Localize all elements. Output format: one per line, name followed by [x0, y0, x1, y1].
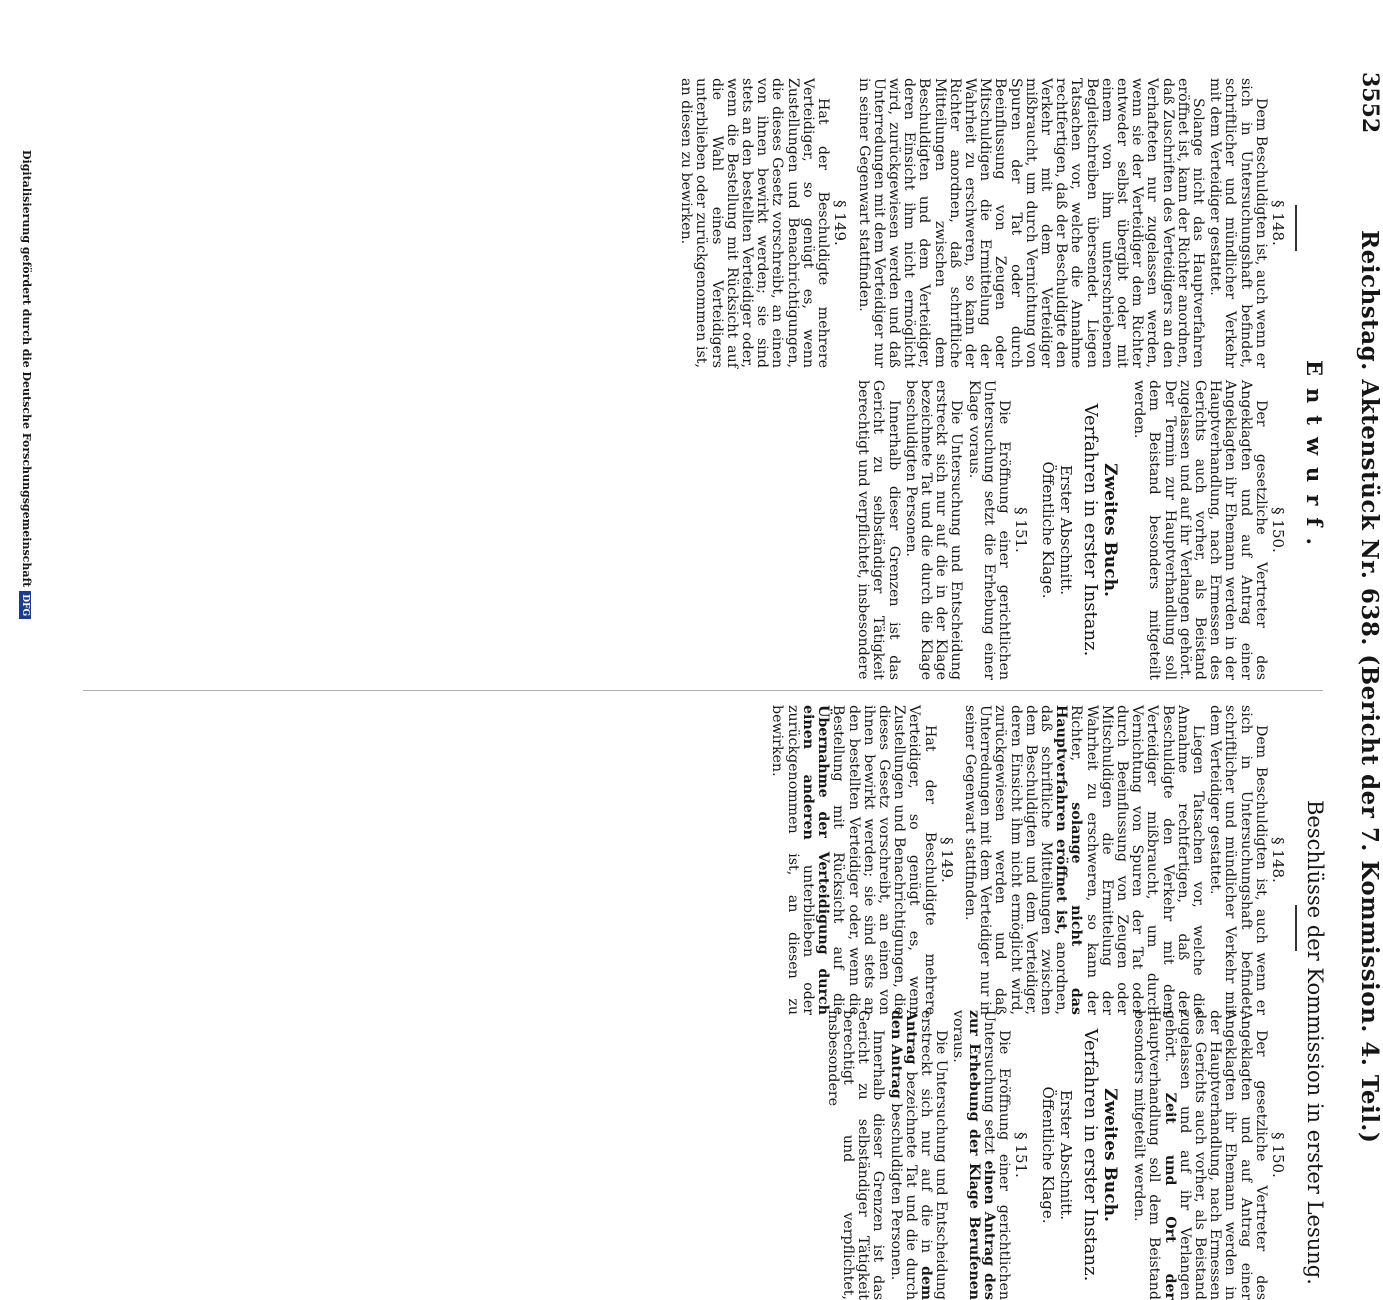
- emphasis: den Antrag: [887, 1010, 904, 1099]
- page-title: Reichstag. Aktenstück Nr. 638. (Bericht der 7. Kommission. 4. Teil.): [1356, 230, 1383, 1144]
- column-divider: [83, 690, 1323, 691]
- entwurf-column-2: [853, 380, 1293, 680]
- section-title: § 149.: [937, 837, 956, 883]
- beschluesse-column-2: [823, 1010, 1293, 1300]
- paragraph: Dem Beschuldigten ist, auch wenn er sich in Untersuchungshaft befindet, schriftlicher und mündlicher Verkehr mit dem Verteidiger gestattet.: [1207, 78, 1269, 368]
- paragraph: Dem Beschuldigten ist, auch wenn er sich in Untersuchungshaft befindet, schriftlicher und mündlicher Verkehr mit dem Verteidiger gestattet.: [1207, 705, 1269, 1015]
- section-title: § 149.: [831, 200, 850, 246]
- section-subheading: Öffentliche Klage.: [1039, 461, 1058, 599]
- entwurf-column-1: [676, 78, 1293, 368]
- section-title: § 151.: [1012, 1132, 1031, 1178]
- section-subheading: Öffentliche Klage.: [1039, 1086, 1058, 1224]
- digitization-footer: [19, 150, 33, 619]
- divider: [1295, 205, 1297, 251]
- paragraph: Der gesetzliche Vertreter des Angeklagten und auf Antrag einer Angeklagten ihr Ehemann werden in der Hauptverhandlung, nach Ermessen des Gerichts auch vorher, als Beistand zugelassen und auf ihr Verlangen gehört. Der Termin zur Hauptverhandlung soll dem Beistand besonders mitgeteilt werden.: [1131, 380, 1269, 680]
- section-heading: Erster Abschnitt.: [1056, 1089, 1075, 1221]
- column-heading-entwurf: Entwurf.: [1302, 360, 1327, 557]
- book-heading: Zweites Buch.: [1099, 463, 1120, 597]
- footer-text: Digitalisierung gefördert durch die Deutsche Forschungsgemeinschaft: [20, 150, 33, 588]
- beschluesse-column-1: [767, 705, 1293, 1015]
- paragraph: Hat der Beschuldigte mehrere Verteidiger, so genügt es, wenn Zustellungen und Benachrichtigungen, die dieses Gesetz vorschreibt, an einen von ihnen bewirkt werden; sie sind stets an den bestellten Verteidiger oder, wenn die Bestellung mit Rücksicht auf die Wahl eines Verteidigers unterblieben oder zurückgenommen ist, an diesen zu bewirken.: [678, 78, 832, 368]
- section-title: § 151.: [1012, 507, 1031, 553]
- book-subheading: Verfahren in erster Instanz.: [1079, 403, 1101, 657]
- emphasis: Zeit und Ort der: [1161, 1092, 1178, 1300]
- paragraph: Die Untersuchung und Entscheidung erstreckt sich nur auf die in der Klage bezeichnete Tat und die durch die Klage beschuldigten Personen.: [902, 380, 965, 680]
- section-heading: Erster Abschnitt.: [1056, 464, 1075, 596]
- emphasis: Übernahme der Verteidigung durch einen anderen: [799, 705, 832, 1015]
- emphasis: dem Antrag: [902, 1010, 934, 1300]
- paragraph: Der gesetzliche Vertreter des Angeklagten und auf Antrag einer Angeklagten ihr Ehemann werden in der Hauptverhandlung, nach Ermessen des Gerichts auch vorher, als Beistand zugelassen und auf ihr Verlangen gehört. Zeit und Ort der Hauptverhandlung soll dem Beistand besonders mitgeteilt werden.: [1131, 1010, 1269, 1300]
- dfg-logo: DFG: [19, 591, 31, 619]
- book-heading: Zweites Buch.: [1099, 1088, 1120, 1222]
- paragraph: Innerhalb dieser Grenzen ist das Gericht zu selbständiger Tätigkeit berechtigt und verpflichtet, insbesondere: [855, 380, 902, 680]
- paragraph: Liegen Tatsachen vor, welche die Annahme rechtfertigen, daß der Beschuldigte den Verkehr mit dem Verteidiger mißbraucht, um durch Vernichtung von Spuren der Tat oder durch Beeinflussung von Zeugen oder Mitschuldigen die Ermittelung der Wahrheit zu erschweren, so kann der Richter, solange nicht das Hauptverfahren eröffnet ist, anordnen, daß schriftliche Mitteilungen zwischen dem Beschuldigten und dem Verteidiger, deren Einsicht ihm nicht ermöglicht wird, zurückgewiesen werden und daß Unterredungen mit dem Verteidiger nur in seiner Gegenwart stattfinden.: [961, 705, 1206, 1016]
- section-title: § 150.: [1269, 1132, 1287, 1178]
- emphasis: solange nicht das Hauptverfahren eröffnet ist,: [1053, 705, 1085, 1015]
- paragraph: Solange nicht das Hauptverfahren eröffnet ist, kann der Richter anordnen, daß Zuschriften des Verteidigers an den Verhafteten nur zugelassen werden, wenn sie der Verteidiger dem Richter entweder selbst übergibt oder mit einem von ihm unterschriebenen Begleitschreiben übersendet. Liegen Tatsachen vor, welche die Annahme rechtfertigen, daß der Beschuldigte den Verkehr mit dem Verteidiger mißbraucht, um durch Vernichtung von Spuren der Tat oder durch Beeinflussung von Zeugen oder Mitschuldigen die Ermittelung der Wahrheit zu erschweren, so kann der Richter anordnen, daß schriftliche Mitteilungen zwischen dem Beschuldigten und dem Verteidiger, deren Einsicht ihm nicht ermöglicht wird, zurückgewiesen werden und daß Unterredungen mit dem Verteidiger nur in seiner Gegenwart stattfinden.: [855, 78, 1206, 368]
- page-number: 3552: [1357, 72, 1383, 134]
- book-subheading: Verfahren in erster Instanz.: [1079, 1028, 1101, 1282]
- column-heading-beschluesse: Beschlüsse der Kommission in erster Lesung.: [1303, 800, 1327, 1285]
- paragraph: Innerhalb dieser Grenzen ist das Gericht zu selbständiger Tätigkeit berechtigt und verpflichtet, insbesondere: [824, 1010, 887, 1300]
- paragraph: Die Eröffnung einer gerichtlichen Untersuchung setzt die Erhebung einer Klage voraus.: [965, 380, 1012, 680]
- section-title: § 150.: [1269, 507, 1287, 553]
- section-title: § 148.: [1269, 837, 1287, 883]
- divider: [1295, 905, 1297, 951]
- paragraph: Hat der Beschuldigte mehrere Verteidiger, so genügt es, wenn Zustellungen und Benachrichtigungen, die dieses Gesetz vorschreibt, an einen von ihnen bewirkt werden; sie sind stets an den bestellten Verteidiger oder, wenn die Bestellung mit Rücksicht auf die Übernahme der Verteidigung durch einen anderen unterblieben oder zurückgenommen ist, an diesen zu bewirken.: [769, 705, 938, 1015]
- page-header: [1323, 0, 1383, 1144]
- paragraph: Die Untersuchung und Entscheidung erstreckt sich nur auf die in dem Antrag bezeichnete Tat und die durch den Antrag beschuldigten Personen.: [887, 1010, 950, 1300]
- paragraph: Die Eröffnung einer gerichtlichen Untersuchung setzt einen Antrag des zur Erhebung der Klage Berufenen voraus.: [950, 1010, 1012, 1300]
- emphasis: einen Antrag des zur Erhebung der Klage Berufenen: [965, 1010, 997, 1300]
- section-title: § 148.: [1269, 200, 1287, 246]
